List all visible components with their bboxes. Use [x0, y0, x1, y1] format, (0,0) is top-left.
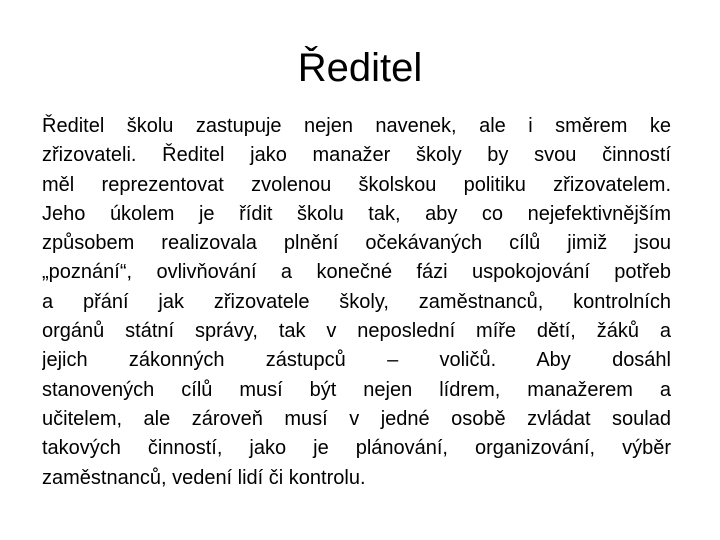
body-line: učitelem, ale zároveň musí v jedné osobě zvládat soulad	[42, 407, 671, 430]
slide-title: Ředitel	[297, 46, 423, 90]
body-line: stanovených cílů musí být nejen lídrem, manažerem a	[42, 378, 671, 401]
body-line: Ředitel školu zastupuje nejen navenek, ale i směrem ke	[42, 115, 671, 137]
body-line: zřizovateli. Ředitel jako manažer školy by svou činností	[42, 144, 671, 167]
body-line: měl reprezentovat zvolenou školskou politiku zřizovatelem.	[42, 173, 671, 196]
body-line: „poznání“, ovlivňování a konečné fázi uspokojování potřeb	[42, 261, 671, 284]
slide-body-text	[42, 112, 671, 493]
body-line: jejich zákonných zástupců – voličů. Aby dosáhl	[42, 349, 671, 372]
body-line: způsobem realizovala plnění očekávaných cílů jimiž jsou	[42, 232, 671, 255]
body-line: orgánů státní správy, tak v neposlední míře dětí, žáků a	[42, 320, 671, 343]
body-line: zaměstnanců, vedení lidí či kontrolu.	[42, 466, 366, 489]
body-line: a přání jak zřizovatele školy, zaměstnanců, kontrolních	[42, 290, 671, 313]
body-line: takových činností, jako je plánování, organizování, výběr	[42, 437, 671, 460]
body-line: Jeho úkolem je řídit školu tak, aby co nejefektivnějším	[42, 202, 671, 225]
